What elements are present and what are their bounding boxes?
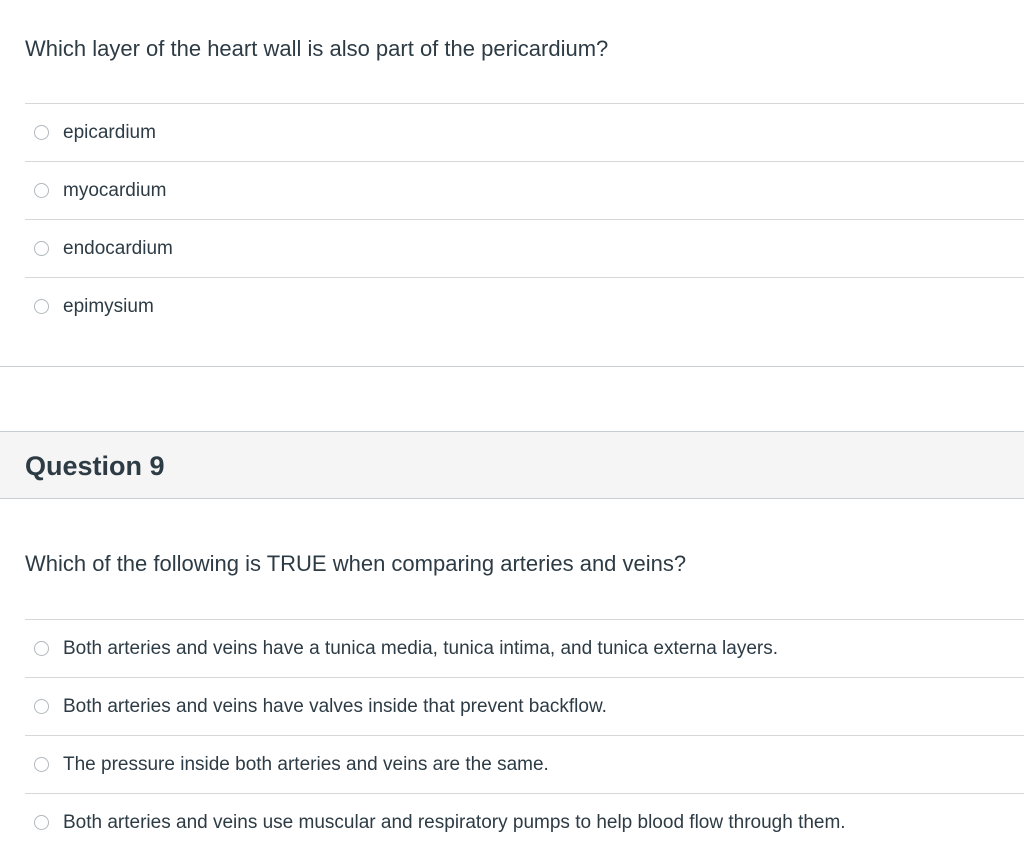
answer-label: Both arteries and veins use muscular and respiratory pumps to help blood flow through them. (63, 811, 846, 833)
radio-button-icon[interactable] (34, 757, 49, 772)
radio-button-icon[interactable] (34, 299, 49, 314)
answer-option[interactable] (25, 736, 1024, 794)
question-9-prompt: Which of the following is TRUE when comparing arteries and veins? (25, 551, 687, 576)
answer-option[interactable] (25, 220, 1024, 278)
radio-button-icon[interactable] (34, 699, 49, 714)
radio-button-icon[interactable] (34, 125, 49, 140)
question-9-title: Question 9 (25, 451, 165, 481)
answer-label: Both arteries and veins have valves inside that prevent backflow. (63, 695, 607, 717)
question-8-answer-list (25, 103, 1024, 335)
answer-label: epicardium (63, 121, 156, 143)
answer-label: Both arteries and veins have a tunica media, tunica intima, and tunica externa layers. (63, 637, 779, 659)
answer-label: epimysium (63, 295, 154, 317)
radio-button-icon[interactable] (34, 183, 49, 198)
answer-option[interactable] (25, 162, 1024, 220)
radio-button-icon[interactable] (34, 641, 49, 656)
answer-label: myocardium (63, 179, 167, 201)
answer-label: endocardium (63, 237, 173, 259)
answer-option[interactable] (25, 104, 1024, 162)
radio-button-icon[interactable] (34, 241, 49, 256)
answer-option[interactable] (25, 678, 1024, 736)
question-9-answer-list (25, 619, 1024, 851)
answer-option[interactable] (25, 278, 1024, 335)
question-9-header (0, 431, 1024, 499)
radio-button-icon[interactable] (34, 815, 49, 830)
answer-option[interactable] (25, 620, 1024, 678)
answer-option[interactable] (25, 794, 1024, 851)
question-8-prompt: Which layer of the heart wall is also part of the pericardium? (25, 36, 609, 61)
answer-label: The pressure inside both arteries and veins are the same. (63, 753, 549, 775)
question-divider (0, 366, 1024, 367)
